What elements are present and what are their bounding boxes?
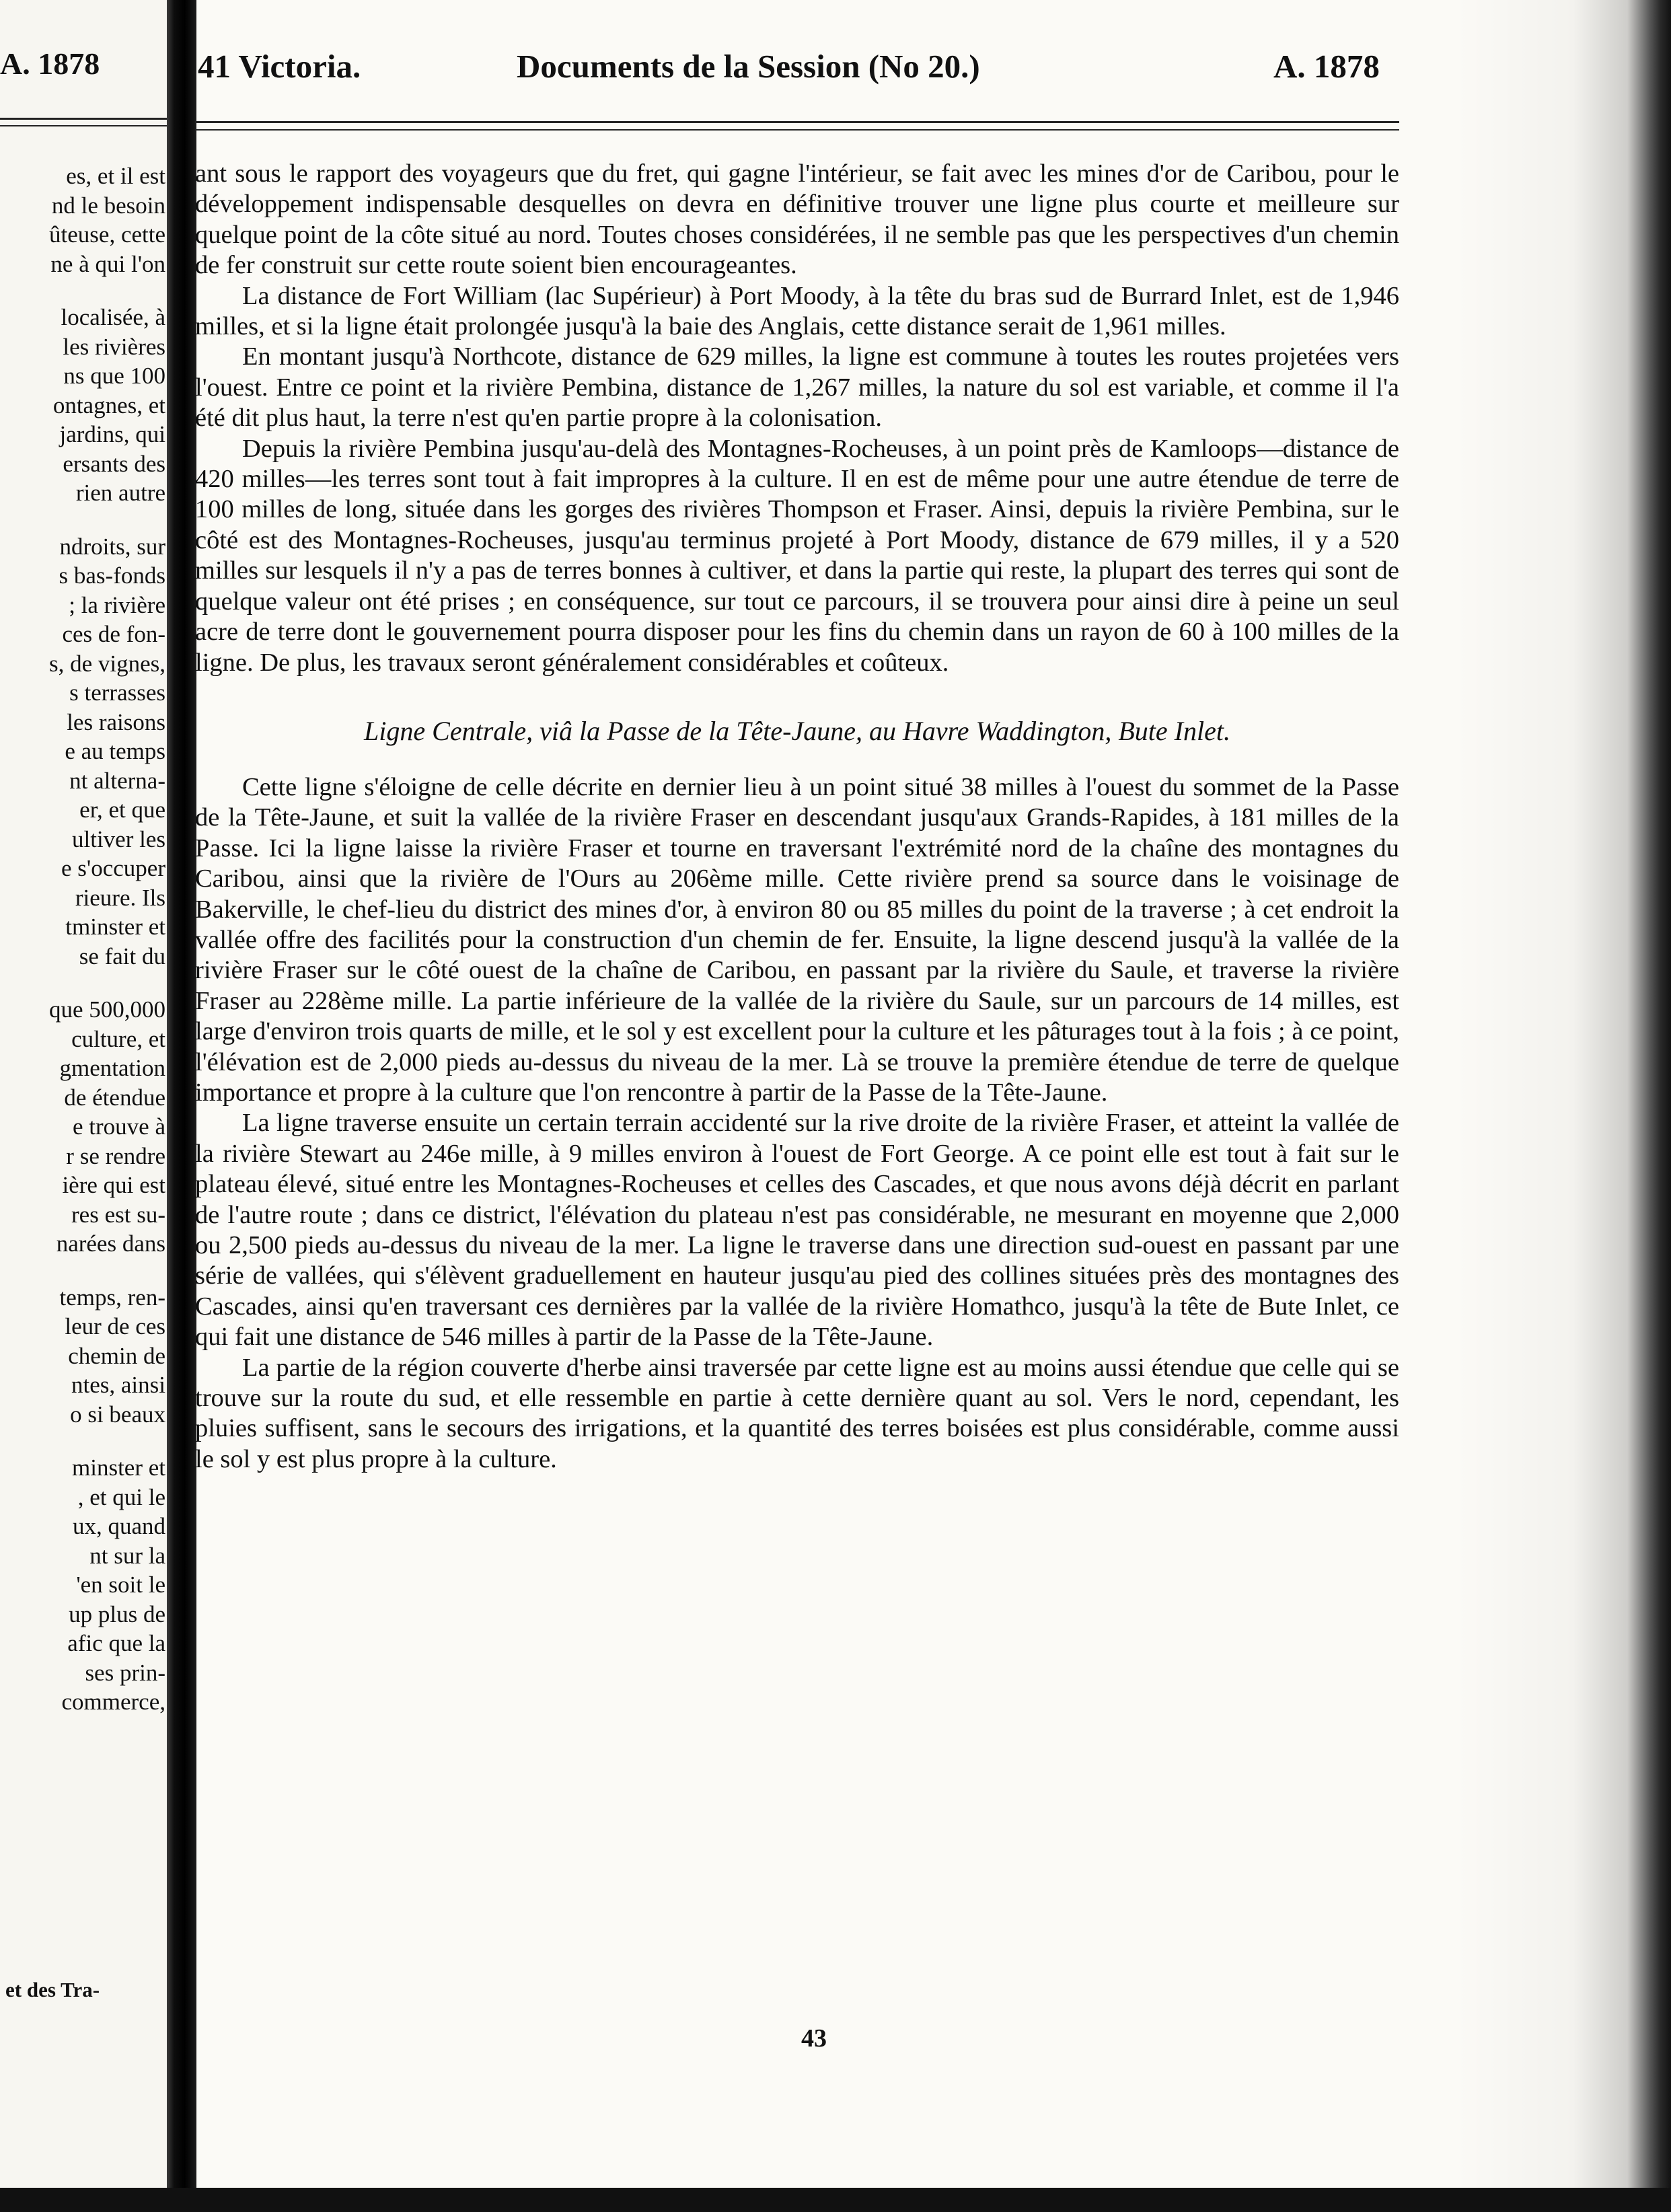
- left-page-line: afic que la: [67, 1630, 165, 1656]
- left-page-line: nt sur la: [89, 1542, 165, 1569]
- page-body: [195, 159, 1399, 1475]
- left-page-line: [0, 1259, 165, 1283]
- left-page-line: ndroits, sur: [59, 533, 165, 560]
- left-page-line: e s'occuper: [61, 855, 165, 881]
- left-page-line: leur de ces: [65, 1313, 165, 1339]
- left-page-line: minster et: [72, 1454, 165, 1481]
- left-page-line: [0, 1429, 165, 1453]
- left-page-line: ne à qui l'on: [50, 250, 165, 277]
- left-page-line: tminster et: [65, 914, 165, 940]
- left-page-line: [0, 971, 165, 995]
- header-year: A. 1878: [1273, 48, 1380, 85]
- paragraph: La ligne traverse ensuite un certain terrain accidenté sur la rive droite de la rivière Fraser, et atteint la vallée de la rivière Stewart au 246e mille, à 9 milles environ à l'ouest de Fort George. A ce point elle est tout à fait sur le plateau élevé, situé entre les Montagnes-Rocheuses et celles des Cascades, et que nous avons déjà décrit en parlant de l'autre route ; dans ce district, l'élévation du plateau n'est pas considérable, ne mesurant en moyenne que 2,000 ou 2,500 pieds au-dessus du niveau de la mer. La ligne le traverse dans une direction sud-ouest en passant par une série de vallées, qui s'élèvent graduellement en hauteur jusqu'au pied des collines situées près des montagnes des Cascades, ainsi qu'en traversant ces dernières par la vallée de la rivière Homathco, jusqu'à la tête de Bute Inlet, ce qui fait une distance de 546 milles à partir de la Passe de la Tête-Jaune.: [195, 1109, 1399, 1352]
- left-page-line: o si beaux: [70, 1401, 165, 1428]
- left-page-line: narées dans: [56, 1230, 165, 1257]
- left-page-line: ses prin-: [85, 1659, 165, 1686]
- header-title: Documents de la Session (No 20.): [517, 48, 980, 85]
- left-page-line: ntes, ainsi: [71, 1372, 165, 1398]
- left-page-line: [0, 279, 165, 303]
- left-page-line: ontagnes, et: [52, 392, 165, 418]
- left-page-line: gmentation: [59, 1055, 165, 1081]
- paragraph: Depuis la rivière Pembina jusqu'au-delà des Montagnes-Rocheuses, à un point près de Kamloops—distance de 420 milles—les terres sont tout à fait impropres à la culture. Il en est de même pour une autre étendue de terre de 100 milles de long, située dans les gorges des rivières Thompson et Fraser. Ainsi, depuis la rivière Pembina, sur le côté est des Montagnes-Rocheuses, jusqu'au terminus projeté à Port Moody, distance de 679 milles, il y a 520 milles sur lesquels il n'y a pas de terres bonnes à cultiver, et dans la partie qui reste, la plupart des terres qui sont de quelque valeur ont été prises ; en conséquence, sur tout ce parcours, il se trouvera pour ainsi dire à peine un seul acre de terre dont le gouvernement pourra disposer pour les fins du chemin dans un rayon de 60 à 100 milles de la ligne. De plus, les travaux seront généralement considérables et coûteux.: [195, 434, 1399, 677]
- page-bottom-edge: [0, 2188, 1671, 2212]
- left-page-header: A. 1878: [0, 46, 100, 81]
- left-page-line: ersants des: [63, 450, 165, 477]
- left-page-line: res est su-: [71, 1201, 165, 1228]
- left-page-line: culture, et: [71, 1025, 165, 1052]
- left-page-line: s, de vignes,: [48, 650, 165, 677]
- paragraph: La partie de la région couverte d'herbe ainsi traversée par cette ligne est au moins aussi étendue que celle qui se trouve sur la route du sud, et elle ressemble en partie à cette dernière quant au sol. Vers le nord, cependant, les pluies suffisent, sans le secours des irrigations, et la quantité des terres boisées est plus considérable, comme aussi le sol y est plus propre à la culture.: [195, 1353, 1399, 1473]
- paragraph: En montant jusqu'à Northcote, distance de 629 milles, la ligne est commune à toutes les routes projetées vers l'ouest. Entre ce point et la rivière Pembina, distance de 1,267 milles, la nature du sol est variable, et comme il l'a été dit plus haut, la terre n'est qu'en partie propre à la colonisation.: [195, 342, 1399, 433]
- left-page-line: ces de fon-: [62, 621, 165, 647]
- left-page-line: ière qui est: [62, 1172, 165, 1198]
- page-header: [180, 42, 1391, 96]
- left-page-line: er, et que: [79, 797, 165, 823]
- left-page-line: ns que 100: [63, 363, 165, 389]
- left-page-line: nd le besoin: [51, 192, 165, 219]
- left-page-line: jardins, qui: [59, 421, 165, 447]
- left-page-line: se fait du: [79, 943, 165, 969]
- left-page-line: ux, quand: [72, 1513, 165, 1539]
- page-edge-shadow: [1453, 0, 1671, 2212]
- page-number: 43: [801, 2024, 827, 2053]
- left-page-line: up plus de: [69, 1600, 165, 1627]
- paragraph: La distance de Fort William (lac Supérieur) à Port Moody, à la tête du bras sud de Burrard Inlet, est de 1,946 milles, et si la ligne était prolongée jusqu'à la baie des Anglais, cette distance serait de 1,961 milles.: [195, 281, 1399, 341]
- left-page-line: [0, 508, 165, 532]
- left-page-line: s bas-fonds: [59, 562, 165, 589]
- left-page-line: ultiver les: [72, 825, 165, 852]
- left-page-line: les raisons: [67, 708, 165, 735]
- left-page-line: r se rendre: [66, 1142, 165, 1169]
- left-page-line: temps, ren-: [59, 1284, 165, 1311]
- left-page-line: nt alterna-: [69, 767, 165, 794]
- left-page-line: ; la rivière: [69, 591, 165, 618]
- left-page-line: les rivières: [63, 333, 165, 360]
- left-page-line: rien autre: [75, 480, 165, 506]
- left-page-line: ûteuse, cette: [49, 221, 165, 248]
- paragraph: Cette ligne s'éloigne de celle décrite en dernier lieu à un point situé 38 milles à l'ouest du sommet de la Passe de la Tête-Jaune, et suit la vallée de la rivière Fraser en descendant jusqu'aux Grands-Rapides, à 181 milles de la Passe. Ici la ligne laisse la rivière Fraser et tourne en traversant l'extrémité nord de la chaîne des montagnes du Caribou, ainsi que la rivière de l'Ours au 206ème mille. Cette rivière prend sa source dans le voisinage de Bakerville, le chef-lieu du district des mines d'or, à environ 80 ou 85 milles du point de la traverse ; à cet endroit la vallée offre des facilités pour la construction d'un chemin de fer. Ensuite, la ligne descend jusqu'à la vallée de la rivière Fraser sur le côté ouest de la chaîne de Caribou, en passant par la rivière du Saule, et traverse la rivière Fraser au 228ème mille. La partie inférieure de la vallée de la rivière du Saule, sur un parcours de 14 milles, est large d'environ trois quarts de mille, et le sol y est excellent pour la culture et les pâturages tout à la fois ; à ce point, l'élévation est de 2,000 pieds au-dessus du niveau de la mer. Là se trouve la première étendue de terre de quelque importance et propre à la culture que l'on rencontre à partir de la Passe de la Tête-Jaune.: [195, 772, 1399, 1107]
- left-page-line: s terrasses: [69, 679, 165, 706]
- left-page-line: es, et il est: [66, 163, 165, 189]
- left-page-line: de étendue: [64, 1084, 165, 1111]
- left-page-line: chemin de: [68, 1342, 165, 1369]
- left-header-rule: [0, 118, 167, 126]
- left-page-footer: et des Tra-: [5, 1978, 100, 2001]
- section-heading: Ligne Centrale, viâ la Passe de la Tête-Jaune, au Havre Waddington, Bute Inlet.: [364, 715, 1230, 746]
- left-page-line: rieure. Ils: [75, 884, 165, 911]
- left-page-line: que 500,000: [48, 996, 165, 1023]
- left-page-lines: [0, 161, 165, 1717]
- left-page-line: , et qui le: [77, 1483, 165, 1510]
- left-page-line: localisée, à: [61, 304, 165, 330]
- left-page-line: 'en soit le: [76, 1572, 165, 1598]
- header-victoria: 41 Victoria.: [198, 48, 361, 85]
- book-gutter: [167, 0, 196, 2212]
- left-page-line: commerce,: [61, 1689, 165, 1715]
- left-page-line: e au temps: [65, 738, 165, 764]
- paragraph: ant sous le rapport des voyageurs que du fret, qui gagne l'intérieur, se fait avec les mines d'or de Caribou, pour le développement indispensable desquelles on devra en définitive trouver une ligne plus courte et meilleure sur quelque point de la côte situé au nord. Toutes choses considérées, il ne semble pas que les perspectives d'un chemin de fer construit sur cette route soient bien encourageantes.: [195, 159, 1399, 280]
- left-page-line: e trouve à: [73, 1113, 165, 1140]
- left-page-fragment: [0, 0, 167, 2212]
- header-rule: [195, 121, 1399, 131]
